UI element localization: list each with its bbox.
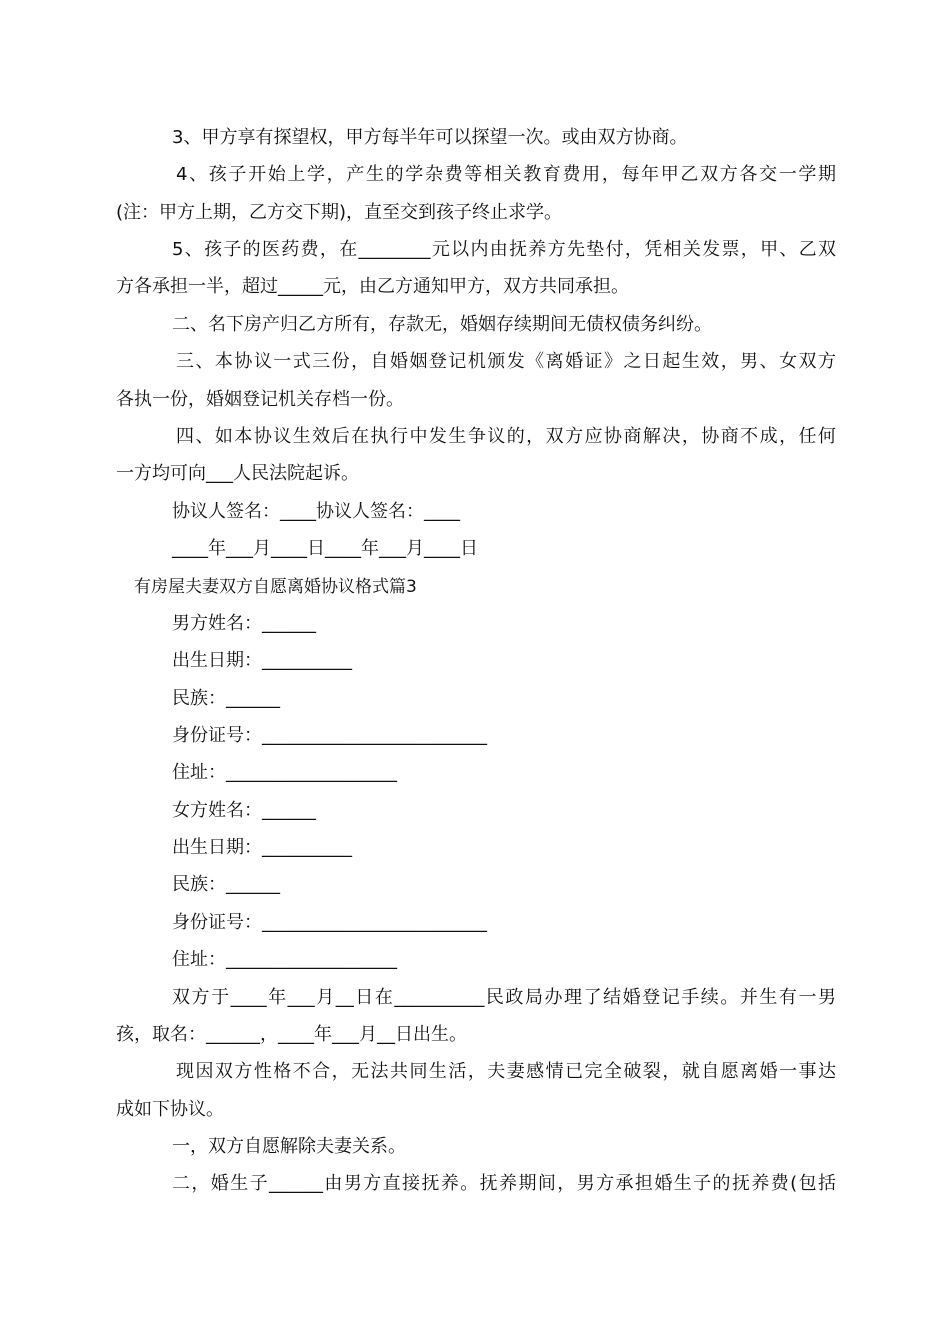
- date-line: ____年___月____日____年___月____日: [172, 538, 478, 559]
- form-field: 民族：______: [172, 874, 280, 895]
- text-line: 二，婚生子______由男方直接抚养。抚养期间，男方承担婚生子的抚养费(包括: [172, 1173, 836, 1194]
- form-field: 住址：___________________: [172, 949, 397, 970]
- form-field: 民族：______: [172, 688, 280, 709]
- form-field: 身份证号：_________________________: [172, 912, 487, 933]
- form-field: 住址：___________________: [172, 762, 397, 783]
- text-line: 5、孩子的医药费，在________元以内由抚养方先垫付，凭相关发票，甲、乙双: [172, 239, 836, 260]
- form-field: 女方姓名：______: [172, 800, 316, 821]
- text-line: 一方均可向___人民法院起诉。: [116, 463, 359, 484]
- text-line: 4、孩子开始上学，产生的学杂费等相关教育费用，每年甲乙双方各交一学期: [176, 164, 836, 185]
- text-line: 3、甲方享有探望权，甲方每半年可以探望一次。或由双方协商。: [172, 127, 688, 148]
- form-field: 出生日期：__________: [172, 650, 352, 671]
- signature-line: 协议人签名：____协议人签名：____: [172, 501, 460, 522]
- text-line: 现因双方性格不合，无法共同生活，夫妻感情已完全破裂，就自愿离婚一事达: [176, 1061, 836, 1082]
- text-line: 孩，取名：______，____年___月__日出生。: [116, 1024, 467, 1045]
- text-line: 三、本协议一式三份，自婚姻登记机颁发《离婚证》之日起生效，男、女双方: [176, 351, 836, 372]
- text-line: 双方于____年___月__日在__________民政局办理了结婚登记手续。并生有一男: [172, 987, 836, 1008]
- text-line: (注：甲方上期，乙方交下期)，直至交到孩子终止求学。: [116, 202, 563, 223]
- text-line: 一，双方自愿解除夫妻关系。: [172, 1136, 406, 1157]
- form-field: 男方姓名：______: [172, 613, 316, 634]
- text-line: 四、如本协议生效后在执行中发生争议的，双方应协商解决，协商不成，任何: [176, 426, 836, 447]
- text-line: 二、名下房产归乙方所有，存款无，婚姻存续期间无债权债务纠纷。: [172, 314, 712, 335]
- form-field: 身份证号：_________________________: [172, 725, 487, 746]
- text-line: 各执一份，婚姻登记机关存档一份。: [116, 389, 404, 410]
- text-line: 成如下协议。: [116, 1099, 224, 1120]
- text-line: 方各承担一半，超过_____元，由乙方通知甲方，双方共同承担。: [116, 276, 629, 297]
- form-field: 出生日期：__________: [172, 837, 352, 858]
- section-title: 有房屋夫妻双方自愿离婚协议格式篇3: [134, 577, 417, 597]
